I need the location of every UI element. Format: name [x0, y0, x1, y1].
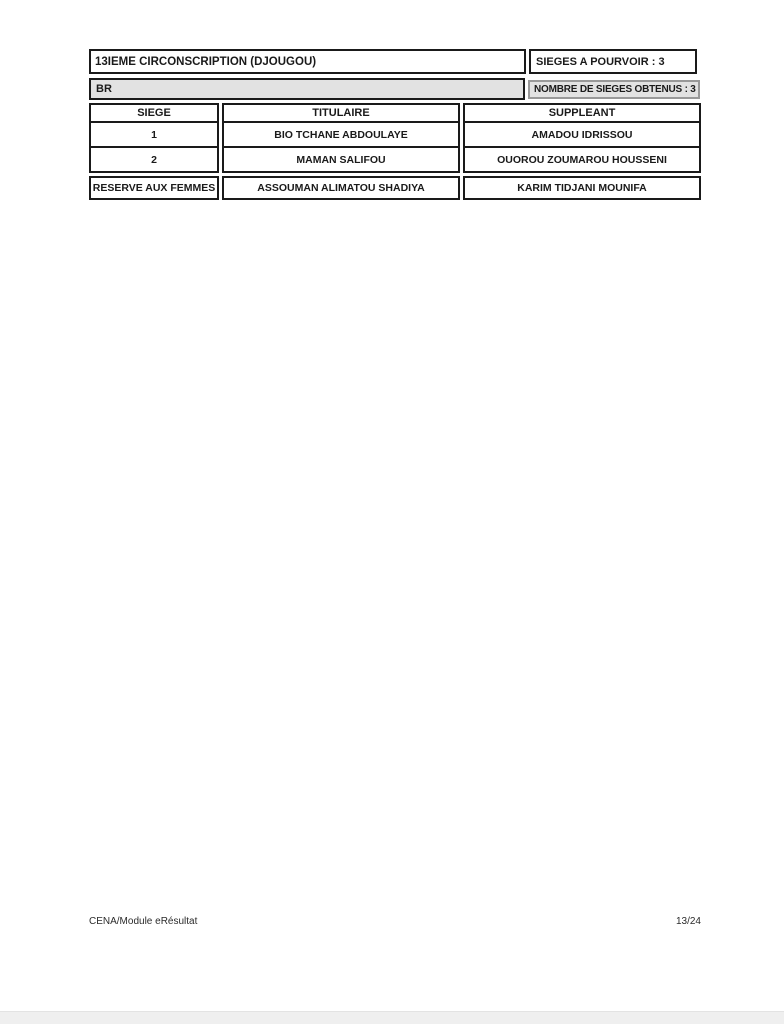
column-suppleant	[463, 103, 701, 200]
cell-row2-titulaire: MAMAN SALIFOU	[222, 146, 460, 173]
cell-row1-titulaire: BIO TCHANE ABDOULAYE	[222, 121, 460, 148]
column-header-suppleant: SUPPLEANT	[463, 103, 701, 123]
cell-row3-suppleant: KARIM TIDJANI MOUNIFA	[463, 176, 701, 200]
column-titulaire	[222, 103, 460, 200]
column-header-siege: SIEGE	[89, 103, 219, 123]
cell-row2-suppleant: OUOROU ZOUMAROU HOUSSENI	[463, 146, 701, 173]
header-row	[89, 49, 703, 74]
circonscription-box: 13IEME CIRCONSCRIPTION (DJOUGOU)	[89, 49, 526, 74]
cell-row3-titulaire: ASSOUMAN ALIMATOU SHADIYA	[222, 176, 460, 200]
results-table	[89, 103, 703, 200]
party-row	[89, 78, 703, 100]
column-header-titulaire: TITULAIRE	[222, 103, 460, 123]
document-content	[89, 49, 703, 200]
page-footer	[89, 916, 701, 927]
sieges-obtenus-box: NOMBRE DE SIEGES OBTENUS : 3	[528, 80, 700, 99]
footer-page-number: 13/24	[675, 916, 701, 927]
cell-row2-siege: 2	[89, 146, 219, 173]
sieges-a-pourvoir-box: SIEGES A POURVOIR : 3	[529, 49, 697, 74]
cell-row3-siege: RESERVE AUX FEMMES	[89, 176, 219, 200]
viewer-page-gap	[0, 1011, 784, 1024]
party-name-box: BR	[89, 78, 525, 100]
cell-row1-siege: 1	[89, 121, 219, 148]
column-siege	[89, 103, 219, 200]
cell-row1-suppleant: AMADOU IDRISSOU	[463, 121, 701, 148]
footer-document-title: CENA/Module eRésultat	[89, 916, 198, 927]
